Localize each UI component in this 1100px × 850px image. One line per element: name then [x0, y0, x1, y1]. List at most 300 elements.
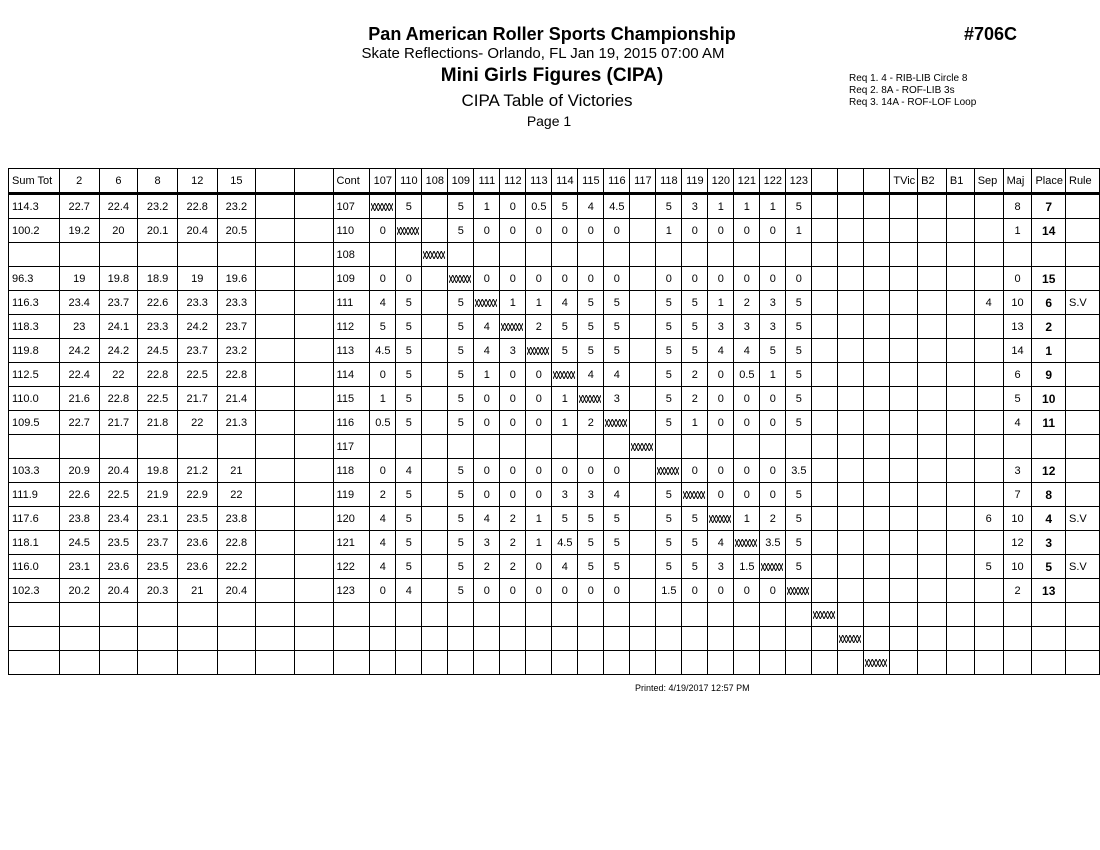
crosshatch-icon [449, 275, 471, 283]
table-cell: 0 [500, 267, 526, 291]
table-cell [946, 243, 974, 267]
table-cell [838, 411, 864, 435]
table-cell [890, 243, 918, 267]
table-cell: 5 [604, 507, 630, 531]
table-cell [864, 243, 890, 267]
table-cell: 21.6 [59, 387, 99, 411]
table-cell [918, 363, 947, 387]
table-cell [812, 651, 838, 675]
table-cell: 23.1 [59, 555, 99, 579]
table-cell: 1 [786, 219, 812, 243]
table-cell [974, 243, 1003, 267]
table-cell: 20.3 [138, 579, 178, 603]
column-header: 118 [656, 169, 682, 194]
table-cell [1066, 315, 1100, 339]
table-cell: 5 [760, 339, 786, 363]
table-cell: 0 [526, 363, 552, 387]
table-cell [448, 435, 474, 459]
table-cell [708, 651, 734, 675]
table-cell [812, 627, 838, 651]
table-cell: 22.5 [138, 387, 178, 411]
event-location-date: Skate Reflections- Orlando, FL Jan 19, 2015 07:00 AM [361, 45, 725, 62]
table-cell [552, 603, 578, 627]
table-cell: 2 [760, 507, 786, 531]
table-cell [474, 651, 500, 675]
table-cell: 5 [448, 339, 474, 363]
table-cell [682, 651, 708, 675]
table-cell: 4 [974, 291, 1003, 315]
table-cell: 114.3 [9, 194, 60, 219]
table-cell: 5 [448, 363, 474, 387]
table-cell: 108 [333, 243, 370, 267]
table-cell [630, 219, 656, 243]
table-cell: 0 [708, 579, 734, 603]
table-cell [890, 507, 918, 531]
table-cell [890, 531, 918, 555]
table-cell: 110 [333, 219, 370, 243]
table-cell: 0 [604, 267, 630, 291]
table-cell: 0 [500, 459, 526, 483]
table-cell [217, 627, 256, 651]
table-cell: 109.5 [9, 411, 60, 435]
table-cell [708, 627, 734, 651]
table-cell: S.V [1066, 507, 1100, 531]
table-cell [1066, 651, 1100, 675]
column-header: 121 [734, 169, 760, 194]
table-cell [630, 459, 656, 483]
table-cell [370, 243, 396, 267]
table-cell: 5 [786, 411, 812, 435]
table-cell [422, 651, 448, 675]
table-cell: 0 [474, 459, 500, 483]
table-cell: 8 [1032, 483, 1066, 507]
table-cell: 0 [474, 579, 500, 603]
table-cell [59, 603, 99, 627]
table-cell [946, 651, 974, 675]
table-cell [760, 627, 786, 651]
column-header: 6 [99, 169, 138, 194]
table-cell [295, 387, 333, 411]
table-cell: 0 [708, 483, 734, 507]
table-cell: 23.5 [138, 555, 178, 579]
table-cell: 5 [396, 339, 422, 363]
table-cell: 1 [760, 363, 786, 387]
table-cell [256, 579, 295, 603]
table-cell: 22.8 [99, 387, 138, 411]
table-cell [918, 219, 947, 243]
table-cell: 5 [1003, 387, 1032, 411]
table-cell [864, 627, 890, 651]
table-cell [1032, 603, 1066, 627]
column-header: 8 [138, 169, 178, 194]
requirement-3: Req 3. 14A - ROF-LOF Loop [849, 97, 977, 108]
table-cell: 0.5 [734, 363, 760, 387]
table-cell: 21 [177, 579, 217, 603]
table-cell: 22.4 [59, 363, 99, 387]
table-cell [864, 555, 890, 579]
table-cell [604, 411, 630, 435]
table-cell [946, 411, 974, 435]
table-cell [812, 315, 838, 339]
table-row [9, 459, 1100, 483]
table-cell: 1 [370, 387, 396, 411]
table-cell: 4 [578, 194, 604, 219]
table-cell [946, 483, 974, 507]
table-cell [734, 243, 760, 267]
table-cell [217, 243, 256, 267]
table-cell: 23.2 [138, 194, 178, 219]
table-cell: 5 [682, 339, 708, 363]
table-cell [890, 339, 918, 363]
table-row [9, 531, 1100, 555]
table-cell: 22 [99, 363, 138, 387]
table-cell [946, 459, 974, 483]
table-cell: 121 [333, 531, 370, 555]
table-cell: 3 [734, 315, 760, 339]
table-row [9, 411, 1100, 435]
table-cell: 0 [708, 267, 734, 291]
table-cell: 1 [708, 194, 734, 219]
table-cell [864, 267, 890, 291]
crosshatch-icon [657, 467, 679, 475]
table-cell: 22.9 [177, 483, 217, 507]
table-cell [812, 339, 838, 363]
printed-timestamp: Printed: 4/19/2017 12:57 PM [635, 683, 750, 693]
crosshatch-icon [605, 419, 627, 427]
column-header [295, 169, 333, 194]
table-cell [1066, 459, 1100, 483]
table-cell: 4 [708, 531, 734, 555]
table-cell: 2 [1003, 579, 1032, 603]
table-cell: 22.2 [217, 555, 256, 579]
table-cell: 5 [448, 483, 474, 507]
table-cell [333, 651, 370, 675]
table-cell: 3 [760, 291, 786, 315]
table-cell [138, 603, 178, 627]
table-cell [256, 267, 295, 291]
table-cell [838, 483, 864, 507]
table-cell: 22.7 [59, 411, 99, 435]
table-cell: 5 [370, 315, 396, 339]
table-cell [838, 363, 864, 387]
table-cell: 118.3 [9, 315, 60, 339]
table-row [9, 339, 1100, 363]
table-cell: 3 [604, 387, 630, 411]
table-cell [890, 219, 918, 243]
table-cell: 0 [526, 579, 552, 603]
table-cell [474, 243, 500, 267]
table-cell: 5 [786, 387, 812, 411]
table-cell [1066, 483, 1100, 507]
table-cell [256, 387, 295, 411]
table-cell [295, 459, 333, 483]
table-cell [422, 579, 448, 603]
table-cell: 112 [333, 315, 370, 339]
table-cell: 0 [474, 411, 500, 435]
column-header [256, 169, 295, 194]
table-cell: 4 [708, 339, 734, 363]
table-cell [295, 363, 333, 387]
table-cell [890, 579, 918, 603]
table-cell: 22 [177, 411, 217, 435]
table-cell [974, 387, 1003, 411]
table-cell: 0 [578, 267, 604, 291]
table-cell: 5 [578, 555, 604, 579]
table-cell [422, 243, 448, 267]
table-cell: 23 [59, 315, 99, 339]
table-cell: 0 [370, 219, 396, 243]
table-cell [177, 243, 217, 267]
table-cell [974, 651, 1003, 675]
table-cell [474, 603, 500, 627]
table-cell: 5 [604, 531, 630, 555]
table-cell [138, 627, 178, 651]
table-cell [918, 555, 947, 579]
table-cell: 0 [500, 411, 526, 435]
table-cell: 117 [333, 435, 370, 459]
crosshatch-icon [787, 587, 809, 595]
table-cell: 5 [396, 315, 422, 339]
column-header: 111 [474, 169, 500, 194]
table-cell: 5 [448, 507, 474, 531]
table-cell: 19 [59, 267, 99, 291]
column-header: Maj [1003, 169, 1032, 194]
table-cell [838, 651, 864, 675]
table-cell: 10 [1032, 387, 1066, 411]
table-cell [918, 267, 947, 291]
table-cell: 0 [760, 219, 786, 243]
table-cell: 5 [604, 291, 630, 315]
table-row [9, 291, 1100, 315]
table-row [9, 243, 1100, 267]
table-cell [295, 651, 333, 675]
table-cell: 5 [448, 291, 474, 315]
table-cell: 23.3 [177, 291, 217, 315]
table-cell: 0 [370, 459, 396, 483]
crosshatch-icon [735, 539, 757, 547]
table-cell [760, 435, 786, 459]
table-cell: 5 [448, 579, 474, 603]
column-header: 107 [370, 169, 396, 194]
table-cell: 19.8 [99, 267, 138, 291]
column-header: B1 [946, 169, 974, 194]
column-header: Rule [1066, 169, 1100, 194]
table-cell: 0 [734, 387, 760, 411]
column-header: 110 [396, 169, 422, 194]
table-cell [890, 627, 918, 651]
table-cell [630, 435, 656, 459]
table-cell [812, 483, 838, 507]
table-cell: 0 [708, 363, 734, 387]
table-cell: 4 [604, 363, 630, 387]
table-cell [295, 579, 333, 603]
table-cell [918, 579, 947, 603]
table-cell: 119 [333, 483, 370, 507]
table-cell: 5 [682, 555, 708, 579]
table-cell [295, 483, 333, 507]
table-row [9, 219, 1100, 243]
event-name: Mini Girls Figures (CIPA) [440, 65, 664, 86]
table-cell [295, 555, 333, 579]
table-cell [974, 579, 1003, 603]
table-cell: 111 [333, 291, 370, 315]
column-header: 115 [578, 169, 604, 194]
table-cell: 3.5 [760, 531, 786, 555]
table-cell [786, 603, 812, 627]
table-cell [256, 507, 295, 531]
table-cell: 0 [682, 267, 708, 291]
table-cell [786, 435, 812, 459]
table-cell [630, 507, 656, 531]
table-cell: 0 [526, 219, 552, 243]
column-header: 15 [217, 169, 256, 194]
table-cell [786, 243, 812, 267]
table-cell: 5 [578, 291, 604, 315]
table-cell: 118 [333, 459, 370, 483]
table-cell: 5 [448, 219, 474, 243]
table-cell [578, 627, 604, 651]
table-cell [256, 483, 295, 507]
table-cell: 23.2 [217, 339, 256, 363]
table-cell [838, 339, 864, 363]
table-cell: 5 [682, 315, 708, 339]
table-cell [422, 507, 448, 531]
table-cell: 5 [786, 555, 812, 579]
table-cell: 5 [1032, 555, 1066, 579]
crosshatch-icon [839, 635, 861, 643]
table-cell [552, 363, 578, 387]
table-cell [812, 555, 838, 579]
table-cell [812, 411, 838, 435]
table-cell: 0.5 [370, 411, 396, 435]
table-cell: 0 [760, 579, 786, 603]
table-cell: S.V [1066, 555, 1100, 579]
table-cell [1066, 363, 1100, 387]
table-cell: 13 [1032, 579, 1066, 603]
table-cell [918, 459, 947, 483]
table-cell [974, 315, 1003, 339]
table-cell [295, 267, 333, 291]
table-cell: 112.5 [9, 363, 60, 387]
table-cell: 5 [578, 507, 604, 531]
table-cell: 7 [1032, 194, 1066, 219]
table-cell [838, 579, 864, 603]
table-cell: 22.8 [217, 363, 256, 387]
table-cell: 4 [1003, 411, 1032, 435]
table-cell [630, 579, 656, 603]
table-cell: 0 [734, 219, 760, 243]
table-cell [974, 411, 1003, 435]
table-cell [890, 483, 918, 507]
table-cell [812, 579, 838, 603]
table-cell [578, 651, 604, 675]
table-cell: 13 [1003, 315, 1032, 339]
table-cell: 22.4 [99, 194, 138, 219]
column-header: 109 [448, 169, 474, 194]
table-cell [1066, 339, 1100, 363]
table-cell: 20 [99, 219, 138, 243]
table-cell [918, 411, 947, 435]
table-cell [9, 243, 60, 267]
table-cell [422, 411, 448, 435]
table-cell: 122 [333, 555, 370, 579]
table-cell: 23.7 [217, 315, 256, 339]
table-cell [422, 339, 448, 363]
table-cell [422, 435, 448, 459]
column-header: Place [1032, 169, 1066, 194]
table-cell: 5 [974, 555, 1003, 579]
crosshatch-icon [631, 443, 653, 451]
table-cell: 21.2 [177, 459, 217, 483]
table-cell [760, 243, 786, 267]
table-cell: 5 [396, 483, 422, 507]
table-cell: 0 [786, 267, 812, 291]
table-cell: 5 [786, 315, 812, 339]
table-cell [946, 435, 974, 459]
table-cell: 24.1 [99, 315, 138, 339]
crosshatch-icon [553, 371, 575, 379]
requirement-2: Req 2. 8A - ROF-LIB 3s [849, 85, 955, 96]
table-cell [838, 315, 864, 339]
table-cell [59, 435, 99, 459]
table-cell: 4 [474, 507, 500, 531]
table-cell: 0 [474, 267, 500, 291]
table-cell: 19.6 [217, 267, 256, 291]
table-cell: 1 [474, 194, 500, 219]
table-cell: 0.5 [526, 194, 552, 219]
table-cell: 2 [682, 387, 708, 411]
table-cell: 0 [604, 459, 630, 483]
table-cell [656, 603, 682, 627]
table-cell [812, 459, 838, 483]
table-cell: 0 [734, 411, 760, 435]
table-cell [256, 411, 295, 435]
table-cell: 22.8 [177, 194, 217, 219]
column-header: 116 [604, 169, 630, 194]
table-cell [295, 315, 333, 339]
table-cell: 24.5 [59, 531, 99, 555]
table-cell [864, 459, 890, 483]
table-cell [708, 435, 734, 459]
table-cell: 21 [217, 459, 256, 483]
table-cell [500, 627, 526, 651]
table-cell [656, 651, 682, 675]
table-cell [812, 243, 838, 267]
table-cell [974, 363, 1003, 387]
table-cell: 0 [500, 194, 526, 219]
table-cell: 20.2 [59, 579, 99, 603]
table-cell [918, 339, 947, 363]
table-cell: 20.9 [59, 459, 99, 483]
table-cell: 23.4 [99, 507, 138, 531]
table-cell [630, 627, 656, 651]
table-cell [422, 603, 448, 627]
table-cell [864, 411, 890, 435]
table-cell [295, 627, 333, 651]
table-cell [526, 651, 552, 675]
crosshatch-icon [423, 251, 445, 259]
table-cell [864, 291, 890, 315]
table-cell [99, 627, 138, 651]
table-cell [138, 435, 178, 459]
table-cell [526, 627, 552, 651]
table-cell: 5 [552, 339, 578, 363]
table-cell: 22.7 [59, 194, 99, 219]
table-cell [838, 194, 864, 219]
table-cell [786, 579, 812, 603]
table-cell: 23.3 [217, 291, 256, 315]
table-cell: 15 [1032, 267, 1066, 291]
